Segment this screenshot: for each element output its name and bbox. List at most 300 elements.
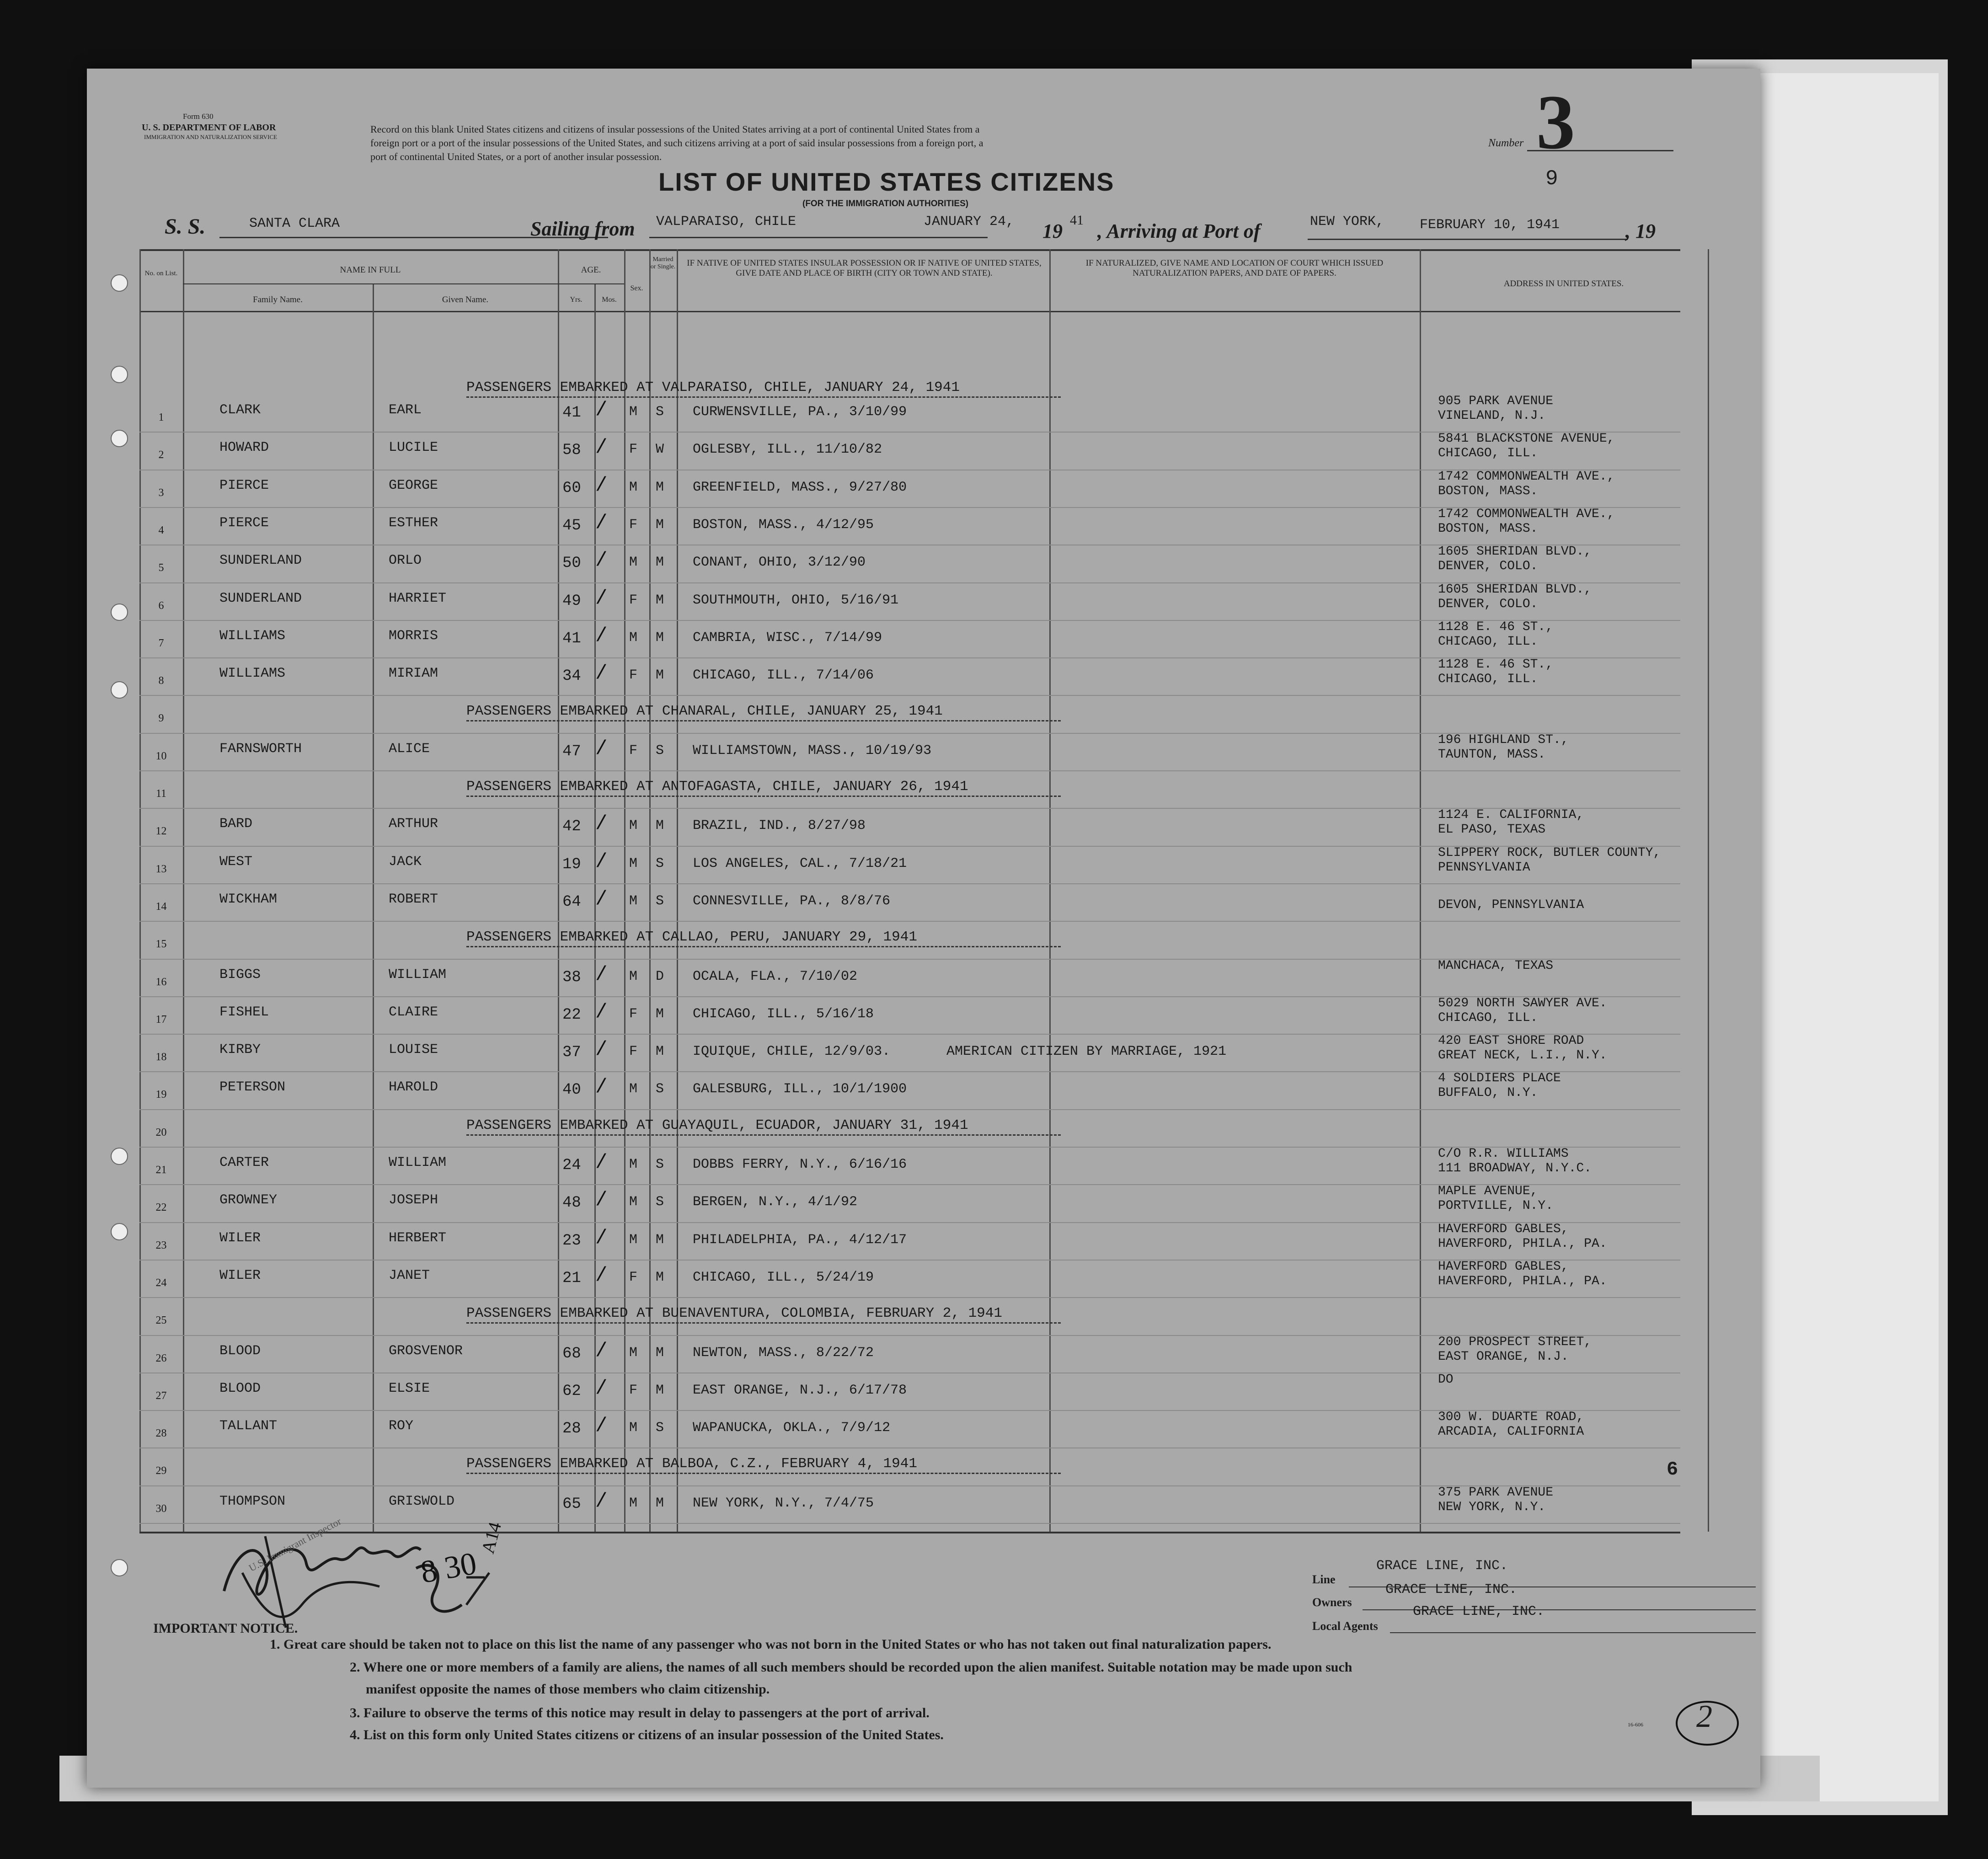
row-rule bbox=[139, 1297, 1680, 1298]
family-name: SUNDERLAND bbox=[219, 591, 302, 606]
address-line-2: BOSTON, MASS. bbox=[1438, 484, 1538, 498]
number-underline bbox=[1527, 150, 1673, 151]
address-line-2: VINELAND, N.J. bbox=[1438, 409, 1546, 423]
row-number: 26 bbox=[155, 1352, 167, 1364]
notice-item-3: 3. Failure to observe the terms of this notice may result in delay to passengers at the port of arrival. bbox=[350, 1705, 930, 1720]
check-mark: / bbox=[595, 662, 608, 685]
section-header: PASSENGERS EMBARKED AT ANTOFAGASTA, CHILE, JANUARY 26, 1941 bbox=[466, 779, 968, 795]
check-mark: / bbox=[595, 1415, 608, 1437]
punch-hole bbox=[111, 1559, 128, 1576]
address-line-2: HAVERFORD, PHILA., PA. bbox=[1438, 1237, 1607, 1251]
row-number: 28 bbox=[155, 1427, 167, 1439]
address-line-2: GREAT NECK, L.I., N.Y. bbox=[1438, 1048, 1607, 1063]
owners-label: Owners bbox=[1312, 1596, 1352, 1609]
address-line-1: 5029 NORTH SAWYER AVE. bbox=[1438, 996, 1607, 1010]
col-line bbox=[1708, 249, 1709, 1532]
sex: F bbox=[629, 517, 638, 533]
birth-place-date: BRAZIL, IND., 8/27/98 bbox=[693, 818, 866, 833]
age: 62 bbox=[562, 1383, 581, 1400]
address-line-2: CHICAGO, ILL. bbox=[1438, 672, 1538, 686]
col-line bbox=[373, 283, 374, 1532]
section-underline bbox=[466, 946, 1061, 947]
given-name: EARL bbox=[389, 402, 422, 418]
address-line-2: EAST ORANGE, N.J. bbox=[1438, 1350, 1569, 1364]
sex: M bbox=[629, 856, 638, 871]
marital-status: M bbox=[656, 517, 664, 533]
signature-numbers: 8 30 bbox=[418, 1545, 480, 1591]
address-line-2: CHICAGO, ILL. bbox=[1438, 635, 1538, 649]
row-number: 15 bbox=[155, 938, 167, 950]
given-name: LOUISE bbox=[389, 1042, 438, 1058]
given-name: GRISWOLD bbox=[389, 1494, 455, 1509]
name-age-subheader-line bbox=[183, 283, 624, 284]
section-underline bbox=[466, 1473, 1061, 1474]
check-mark: / bbox=[595, 436, 608, 459]
col-line bbox=[624, 249, 625, 1532]
sailing-date: JANUARY 24, bbox=[924, 214, 1015, 230]
row-number: 21 bbox=[155, 1164, 167, 1176]
section-underline bbox=[466, 1134, 1061, 1136]
row-number: 1 bbox=[158, 411, 164, 423]
arrival-port: NEW YORK, bbox=[1310, 214, 1384, 230]
given-name: WILLIAM bbox=[389, 967, 447, 983]
age: 34 bbox=[562, 668, 581, 685]
given-name: JANET bbox=[389, 1268, 430, 1283]
marital-status: W bbox=[656, 442, 664, 457]
col-line bbox=[649, 249, 651, 1532]
arrival-underline bbox=[1308, 239, 1628, 240]
marital-status: M bbox=[656, 1496, 664, 1511]
check-mark: / bbox=[595, 812, 608, 835]
given-name: MIRIAM bbox=[389, 666, 438, 681]
family-name: KIRBY bbox=[219, 1042, 261, 1058]
section-underline bbox=[466, 720, 1061, 721]
family-name: CARTER bbox=[219, 1155, 269, 1170]
check-mark: / bbox=[595, 850, 608, 873]
address-line-1: HAVERFORD GABLES, bbox=[1438, 1222, 1569, 1236]
address-line-1: MAPLE AVENUE, bbox=[1438, 1184, 1538, 1198]
address-line-1: 375 PARK AVENUE bbox=[1438, 1485, 1554, 1500]
given-name: ELSIE bbox=[389, 1381, 430, 1396]
arriving-label: , Arriving at Port of bbox=[1097, 220, 1261, 242]
col-line bbox=[183, 249, 184, 1532]
given-name: GROSVENOR bbox=[389, 1343, 463, 1359]
page-subtitle: (FOR THE IMMIGRATION AUTHORITIES) bbox=[802, 199, 969, 208]
family-name: BARD bbox=[219, 816, 253, 832]
check-mark: / bbox=[595, 1340, 608, 1362]
address-line-2: HAVERFORD, PHILA., PA. bbox=[1438, 1274, 1607, 1288]
row-number: 27 bbox=[155, 1390, 167, 1402]
family-name: SUNDERLAND bbox=[219, 553, 302, 568]
row-number: 6 bbox=[158, 600, 164, 612]
age: 41 bbox=[562, 630, 581, 647]
punch-hole bbox=[111, 681, 128, 699]
row-rule bbox=[139, 921, 1680, 922]
check-mark: / bbox=[595, 1264, 608, 1287]
given-name: CLAIRE bbox=[389, 1004, 438, 1020]
age: 22 bbox=[562, 1006, 581, 1024]
birth-place-date: DOBBS FERRY, N.Y., 6/16/16 bbox=[693, 1157, 907, 1172]
row-number: 30 bbox=[155, 1503, 167, 1515]
marital-status: M bbox=[656, 1006, 664, 1022]
row-number: 11 bbox=[155, 788, 167, 800]
year-suffix: 41 bbox=[1070, 213, 1084, 228]
marital-status: S bbox=[656, 856, 664, 871]
address-line-1: 200 PROSPECT STREET, bbox=[1438, 1335, 1592, 1349]
check-mark: / bbox=[595, 1189, 608, 1212]
marital-status: M bbox=[656, 668, 664, 683]
birth-place-date: CAMBRIA, WISC., 7/14/99 bbox=[693, 630, 882, 646]
address-line-2: NEW YORK, N.Y. bbox=[1438, 1500, 1546, 1514]
year-prefix: 19 bbox=[1042, 220, 1063, 242]
section-underline bbox=[466, 1322, 1061, 1324]
row-number: 25 bbox=[155, 1314, 167, 1326]
address-line-2: CHICAGO, ILL. bbox=[1438, 446, 1538, 460]
age: 50 bbox=[562, 555, 581, 572]
family-name: TALLANT bbox=[219, 1418, 278, 1434]
sex: M bbox=[629, 1157, 638, 1172]
address-line-1: 1128 E. 46 ST., bbox=[1438, 620, 1554, 634]
address-line-1: 1605 SHERIDAN BLVD., bbox=[1438, 582, 1592, 597]
punch-hole bbox=[111, 604, 128, 621]
instruction-line-3: port of continental United States, or a port of another insular possession. bbox=[370, 151, 662, 162]
sex: F bbox=[629, 743, 638, 759]
header-age: AGE. bbox=[581, 265, 601, 275]
instruction-line-2: foreign port or a port of the insular possessions of the United States, and such citizens arriving at a port of said insular possessions from a foreign port, a bbox=[370, 137, 983, 149]
birth-place-date: WAPANUCKA, OKLA., 7/9/12 bbox=[693, 1420, 891, 1436]
sailing-underline bbox=[649, 237, 988, 238]
sex: M bbox=[629, 1081, 638, 1097]
birth-place-date: NEW YORK, N.Y., 7/4/75 bbox=[693, 1496, 874, 1511]
family-name: WEST bbox=[219, 854, 253, 870]
marital-status: M bbox=[656, 1383, 664, 1398]
address-line-2: DEVON, PENNSYLVANIA bbox=[1438, 898, 1584, 912]
address-line-1: 196 HIGHLAND ST., bbox=[1438, 733, 1569, 747]
sex: F bbox=[629, 1383, 638, 1398]
address-line-1: 905 PARK AVENUE bbox=[1438, 394, 1554, 408]
arrival-date: FEBRUARY 10, 1941 bbox=[1420, 217, 1560, 233]
notice-item-4: 4. List on this form only United States citizens or citizens of an insular possession of the United States. bbox=[350, 1727, 944, 1742]
address-line-2: DENVER, COLO. bbox=[1438, 597, 1538, 611]
check-mark: / bbox=[595, 963, 608, 986]
family-name: BLOOD bbox=[219, 1343, 261, 1359]
header-given-name: Given Name. bbox=[442, 295, 489, 304]
check-mark: / bbox=[595, 1151, 608, 1174]
notice-item-1: 1. Great care should be taken not to place on this list the name of any passenger who was not born in the United States or who has not taken out final naturalization papers. bbox=[270, 1637, 1272, 1652]
age: 47 bbox=[562, 743, 581, 760]
header-mos: Mos. bbox=[602, 296, 617, 304]
check-mark: / bbox=[595, 1377, 608, 1400]
marital-status: M bbox=[656, 555, 664, 570]
sex: F bbox=[629, 593, 638, 608]
number-label: Number bbox=[1488, 137, 1524, 149]
birth-place-date: GREENFIELD, MASS., 9/27/80 bbox=[693, 480, 907, 495]
age: 45 bbox=[562, 517, 581, 534]
given-name: GEORGE bbox=[389, 478, 438, 493]
row-number: 23 bbox=[155, 1239, 167, 1251]
marital-status: S bbox=[656, 1194, 664, 1210]
ship-name: SANTA CLARA bbox=[249, 216, 340, 231]
header-address: ADDRESS IN UNITED STATES. bbox=[1503, 279, 1624, 288]
section-header: PASSENGERS EMBARKED AT CALLAO, PERU, JANUARY 29, 1941 bbox=[466, 929, 917, 945]
punch-hole bbox=[111, 430, 128, 447]
row-rule bbox=[139, 770, 1680, 771]
row-number: 16 bbox=[155, 976, 167, 988]
check-mark: / bbox=[595, 1076, 608, 1099]
given-name: JOSEPH bbox=[389, 1192, 438, 1208]
family-name: PETERSON bbox=[219, 1079, 286, 1095]
header-naturalized: IF NATURALIZED, GIVE NAME AND LOCATION OF COURT WHICH ISSUED NATURALIZATION PAPERS, AND DATE OF PAPERS. bbox=[1085, 258, 1384, 278]
section-header: PASSENGERS EMBARKED AT BUENAVENTURA, COLOMBIA, FEBRUARY 2, 1941 bbox=[466, 1305, 1002, 1321]
section-header: PASSENGERS EMBARKED AT VALPARAISO, CHILE, JANUARY 24, 1941 bbox=[466, 379, 960, 395]
check-mark: / bbox=[595, 1227, 608, 1250]
section-header: PASSENGERS EMBARKED AT BALBOA, C.Z., FEBRUARY 4, 1941 bbox=[466, 1456, 917, 1472]
marital-status: S bbox=[656, 1420, 664, 1436]
given-name: HAROLD bbox=[389, 1079, 438, 1095]
row-number: 24 bbox=[155, 1277, 167, 1289]
given-name: WILLIAM bbox=[389, 1155, 447, 1170]
row-rule bbox=[139, 695, 1680, 696]
row-number: 4 bbox=[158, 524, 164, 536]
arrival-year-prefix: , 19 bbox=[1625, 220, 1656, 242]
family-name: WICKHAM bbox=[219, 892, 278, 907]
notice-item-2: 2. Where one or more members of a family are aliens, the names of all such members should be recorded upon the alien manifest. Suitable notation may be made upon such bbox=[350, 1660, 1352, 1675]
age: 38 bbox=[562, 969, 581, 986]
address-line-1: MANCHACA, TEXAS bbox=[1438, 959, 1554, 973]
section-header: PASSENGERS EMBARKED AT CHANARAL, CHILE, JANUARY 25, 1941 bbox=[466, 703, 943, 719]
agents-underline bbox=[1390, 1632, 1756, 1633]
check-mark: / bbox=[595, 399, 608, 422]
marital-status: S bbox=[656, 404, 664, 420]
age: 58 bbox=[562, 442, 581, 459]
family-name: WILER bbox=[219, 1230, 261, 1246]
sex: F bbox=[629, 1270, 638, 1285]
marital-status: S bbox=[656, 893, 664, 909]
row-number: 13 bbox=[155, 863, 167, 875]
row-number: 8 bbox=[158, 675, 164, 687]
row-number: 19 bbox=[155, 1089, 167, 1100]
line-label: Line bbox=[1312, 1573, 1336, 1586]
age: 19 bbox=[562, 856, 581, 873]
address-line-1: 1605 SHERIDAN BLVD., bbox=[1438, 545, 1592, 559]
naturalization-info: AMERICAN CITIZEN BY MARRIAGE, 1921 bbox=[946, 1044, 1227, 1059]
given-name: LUCILE bbox=[389, 440, 438, 455]
header-name-in-full: NAME IN FULL bbox=[340, 265, 401, 275]
punch-hole bbox=[111, 274, 128, 292]
header-no: No. on List. bbox=[144, 270, 178, 277]
birth-place-date: CURWENSVILLE, PA., 3/10/99 bbox=[693, 404, 907, 420]
table-header-border bbox=[139, 311, 1680, 312]
birth-place-date: BOSTON, MASS., 4/12/95 bbox=[693, 517, 874, 533]
marital-status: M bbox=[656, 480, 664, 495]
check-mark: / bbox=[595, 587, 608, 610]
sex: M bbox=[629, 1496, 638, 1511]
family-name: GROWNEY bbox=[219, 1192, 278, 1208]
address-line-1: C/O R.R. WILLIAMS bbox=[1438, 1147, 1569, 1161]
check-mark: / bbox=[595, 1038, 608, 1061]
check-mark: / bbox=[595, 512, 608, 534]
given-name: ESTHER bbox=[389, 515, 438, 531]
signature-code: A14 bbox=[477, 1520, 506, 1556]
marital-status: D bbox=[656, 969, 664, 984]
page-title: LIST OF UNITED STATES CITIZENS bbox=[658, 167, 1115, 196]
citizen-manifest-sheet bbox=[87, 69, 1760, 1788]
given-name: JACK bbox=[389, 854, 422, 870]
sex: M bbox=[629, 404, 638, 420]
age: 60 bbox=[562, 480, 581, 497]
marital-status: M bbox=[656, 1270, 664, 1285]
age: 28 bbox=[562, 1420, 581, 1437]
local-agents-label: Local Agents bbox=[1312, 1619, 1378, 1633]
sex: M bbox=[629, 969, 638, 984]
sex: M bbox=[629, 893, 638, 909]
sex: M bbox=[629, 480, 638, 495]
section-header: PASSENGERS EMBARKED AT GUAYAQUIL, ECUADOR, JANUARY 31, 1941 bbox=[466, 1117, 968, 1133]
check-mark: / bbox=[595, 737, 608, 760]
family-name: WILLIAMS bbox=[219, 628, 286, 644]
family-name: THOMPSON bbox=[219, 1494, 286, 1509]
address-line-2: 111 BROADWAY, N.Y.C. bbox=[1438, 1161, 1592, 1175]
given-name: ORLO bbox=[389, 553, 422, 568]
check-mark: / bbox=[595, 1001, 608, 1024]
check-mark: / bbox=[595, 625, 608, 647]
marital-status: S bbox=[656, 743, 664, 759]
age: 65 bbox=[562, 1496, 581, 1513]
sex: M bbox=[629, 1420, 638, 1436]
given-name: ROY bbox=[389, 1418, 414, 1434]
birth-place-date: CHICAGO, ILL., 7/14/06 bbox=[693, 668, 874, 683]
row-number: 9 bbox=[158, 712, 164, 724]
age: 21 bbox=[562, 1270, 581, 1287]
address-line-1: 1124 E. CALIFORNIA, bbox=[1438, 808, 1584, 822]
header-married: Married or Single. bbox=[650, 256, 676, 270]
marital-status: S bbox=[656, 1081, 664, 1097]
marital-status: M bbox=[656, 630, 664, 646]
marital-status: M bbox=[656, 1044, 664, 1059]
address-line-1: 1128 E. 46 ST., bbox=[1438, 657, 1554, 672]
address-line-2: PORTVILLE, N.Y. bbox=[1438, 1199, 1554, 1213]
row-number: 12 bbox=[155, 825, 167, 837]
row-number: 10 bbox=[155, 750, 167, 762]
service-name: IMMIGRATION AND NATURALIZATION SERVICE bbox=[144, 134, 278, 140]
sailing-from-label: Sailing from bbox=[530, 218, 635, 240]
sex: M bbox=[629, 818, 638, 833]
marital-status: M bbox=[656, 1345, 664, 1361]
circled-mark-number: 2 bbox=[1696, 1699, 1712, 1734]
family-name: PIERCE bbox=[219, 515, 269, 531]
family-name: WILER bbox=[219, 1268, 261, 1283]
given-name: MORRIS bbox=[389, 628, 438, 644]
page-count-mark: 6 bbox=[1667, 1458, 1678, 1480]
birth-place-date: OGLESBY, ILL., 11/10/82 bbox=[693, 442, 882, 457]
family-name: FARNSWORTH bbox=[219, 741, 302, 757]
birth-place-date: OCALA, FLA., 7/10/02 bbox=[693, 969, 858, 984]
address-line-2: BUFFALO, N.Y. bbox=[1438, 1086, 1538, 1100]
address-line-2: ARCADIA, CALIFORNIA bbox=[1438, 1425, 1584, 1439]
address-line-1: 5841 BLACKSTONE AVENUE, bbox=[1438, 432, 1615, 446]
row-number: 22 bbox=[155, 1202, 167, 1213]
table-top-border bbox=[139, 249, 1680, 251]
address-line-2: DENVER, COLO. bbox=[1438, 559, 1538, 573]
age: 68 bbox=[562, 1345, 581, 1362]
row-rule bbox=[139, 1109, 1680, 1110]
birth-place-date: PHILADELPHIA, PA., 4/12/17 bbox=[693, 1232, 907, 1248]
owners-value: GRACE LINE, INC. bbox=[1385, 1582, 1518, 1597]
sex: F bbox=[629, 668, 638, 683]
address-line-1: 1742 COMMONWEALTH AVE., bbox=[1438, 470, 1615, 484]
given-name: HERBERT bbox=[389, 1230, 447, 1246]
address-line-1: 4 SOLDIERS PLACE bbox=[1438, 1071, 1561, 1085]
age: 41 bbox=[562, 404, 581, 422]
given-name: ALICE bbox=[389, 741, 430, 757]
address-line-1: 1742 COMMONWEALTH AVE., bbox=[1438, 507, 1615, 521]
birth-place-date: GALESBURG, ILL., 10/1/1900 bbox=[693, 1081, 907, 1097]
birth-place-date: CONANT, OHIO, 3/12/90 bbox=[693, 555, 866, 570]
birth-place-date: CHICAGO, ILL., 5/24/19 bbox=[693, 1270, 874, 1285]
sex: F bbox=[629, 1044, 638, 1059]
sheet-mark: 9 bbox=[1545, 167, 1558, 191]
marital-status: M bbox=[656, 818, 664, 833]
punch-hole bbox=[111, 1223, 128, 1240]
row-number: 3 bbox=[158, 487, 164, 499]
header-yrs: Yrs. bbox=[570, 296, 583, 304]
address-line-1: 420 EAST SHORE ROAD bbox=[1438, 1034, 1584, 1048]
family-name: HOWARD bbox=[219, 440, 269, 455]
row-number: 5 bbox=[158, 562, 164, 574]
family-name: BLOOD bbox=[219, 1381, 261, 1396]
row-number: 2 bbox=[158, 449, 164, 461]
form-number: Form 630 bbox=[183, 112, 214, 121]
family-name: BIGGS bbox=[219, 967, 261, 983]
age: 49 bbox=[562, 593, 581, 610]
row-number: 7 bbox=[158, 637, 164, 649]
col-line bbox=[558, 249, 559, 1532]
address-line-1: 300 W. DUARTE ROAD, bbox=[1438, 1410, 1584, 1424]
family-name: CLARK bbox=[219, 402, 261, 418]
check-mark: / bbox=[595, 474, 608, 497]
birth-place-date: CONNESVILLE, PA., 8/8/76 bbox=[693, 893, 891, 909]
sailing-port: VALPARAISO, CHILE bbox=[656, 214, 796, 230]
check-mark: / bbox=[595, 549, 608, 572]
department-name: U. S. DEPARTMENT OF LABOR bbox=[142, 123, 276, 133]
col-line bbox=[677, 249, 678, 1532]
birth-place-date: SOUTHMOUTH, OHIO, 5/16/91 bbox=[693, 593, 899, 608]
punch-hole bbox=[111, 1148, 128, 1165]
line-value: GRACE LINE, INC. bbox=[1376, 1558, 1508, 1574]
sex: M bbox=[629, 1232, 638, 1248]
address-line-2: TAUNTON, MASS. bbox=[1438, 748, 1546, 762]
address-line-1: HAVERFORD GABLES, bbox=[1438, 1260, 1569, 1274]
row-rule bbox=[139, 883, 1680, 884]
check-mark: / bbox=[595, 888, 608, 911]
family-name: PIERCE bbox=[219, 478, 269, 493]
sex: F bbox=[629, 442, 638, 457]
address-line-2: BOSTON, MASS. bbox=[1438, 522, 1538, 536]
address-line-2: CHICAGO, ILL. bbox=[1438, 1011, 1538, 1025]
birth-place-date: IQUIQUE, CHILE, 12/9/03. bbox=[693, 1044, 891, 1059]
header-family-name: Family Name. bbox=[253, 295, 303, 304]
family-name: WILLIAMS bbox=[219, 666, 286, 681]
address-line-2: PENNSYLVANIA bbox=[1438, 860, 1530, 875]
given-name: ARTHUR bbox=[389, 816, 438, 832]
sex: M bbox=[629, 1194, 638, 1210]
age: 40 bbox=[562, 1081, 581, 1099]
check-mark: / bbox=[595, 1490, 608, 1513]
col-line bbox=[1420, 249, 1421, 1532]
local-agents-value: GRACE LINE, INC. bbox=[1413, 1604, 1545, 1619]
address-line-1: SLIPPERY ROCK, BUTLER COUNTY, bbox=[1438, 846, 1661, 860]
header-birth: IF NATIVE OF UNITED STATES INSULAR POSSESSION OR IF NATIVE OF UNITED STATES, GIVE DATE AND PLACE OF BIRTH (CITY OR TOWN AND STATE). bbox=[687, 258, 1042, 278]
